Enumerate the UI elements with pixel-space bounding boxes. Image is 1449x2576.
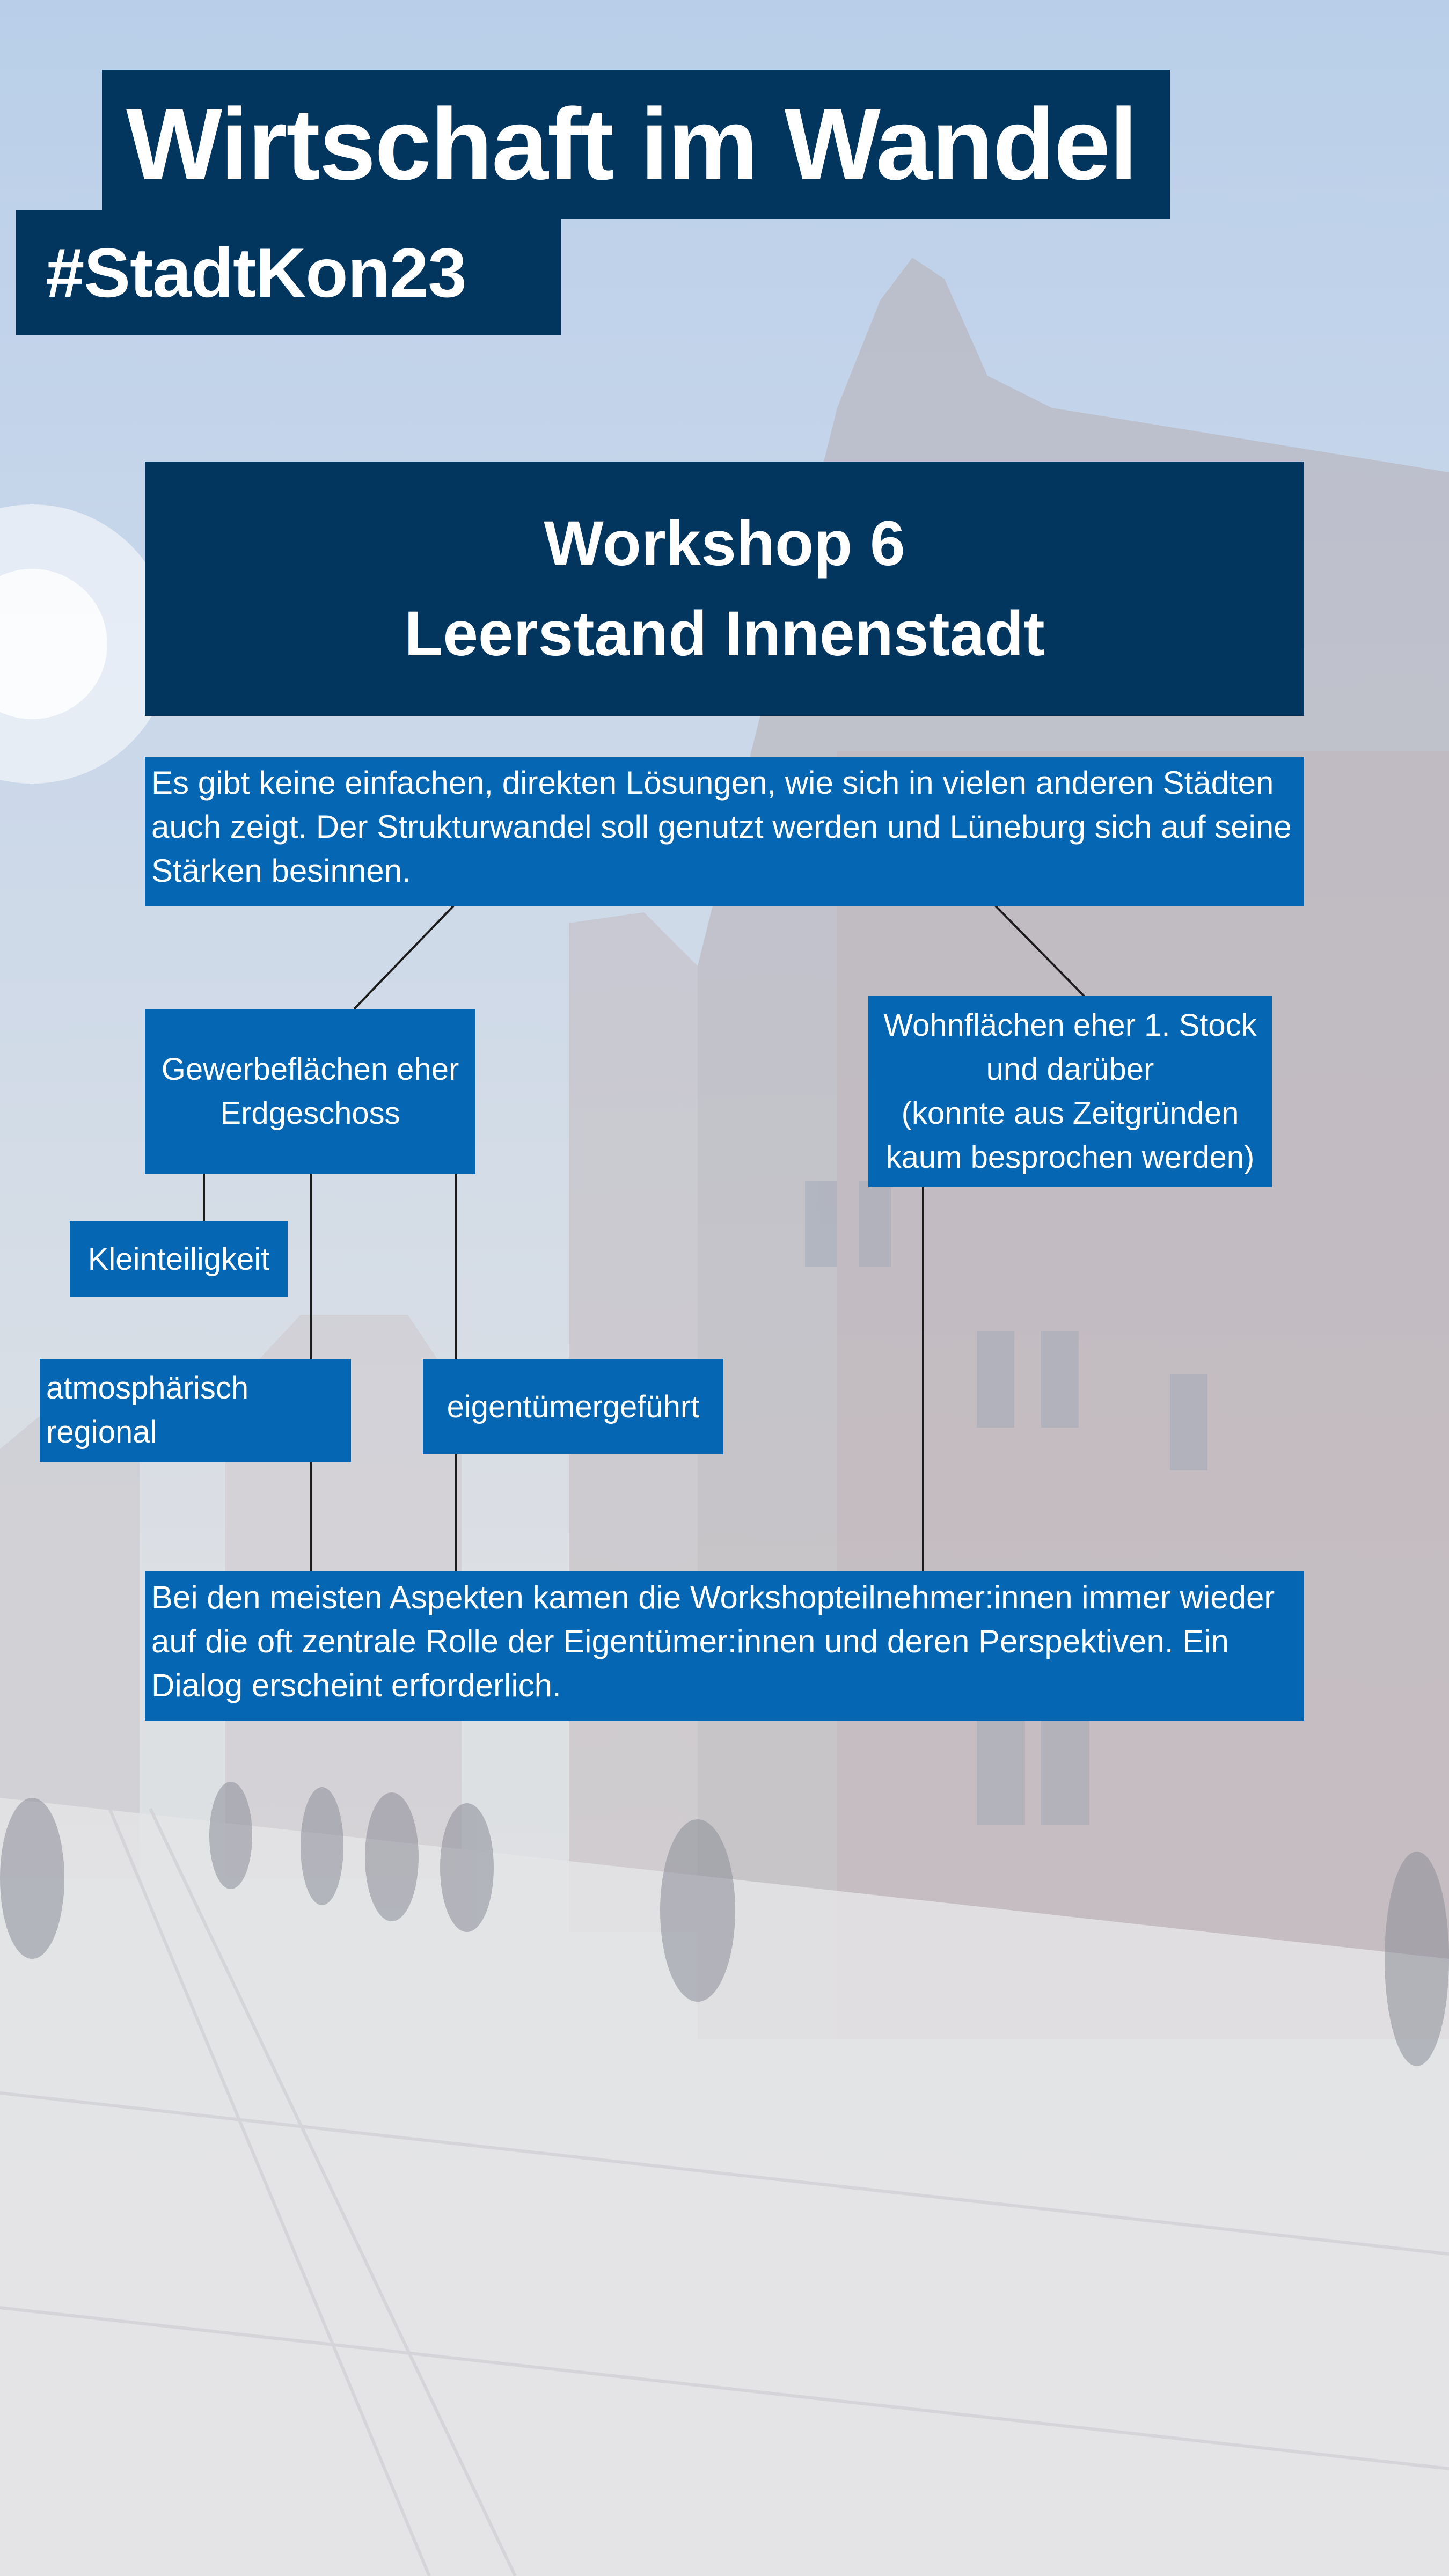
workshop-heading-box	[145, 462, 1304, 716]
hashtag-label: #StadtKon23	[46, 233, 466, 312]
conclusion-box	[145, 1571, 1304, 1721]
hashtag-banner	[16, 210, 561, 335]
residential-space-node	[868, 996, 1272, 1187]
conclusion-text: Bei den meisten Aspekten kamen die Workshopteilnehmer:innen immer wieder auf die oft zentrale Rolle der Eigentümer:innen und deren Perspektiven. Ein Dialog erscheint erforderlich.	[151, 1579, 1275, 1703]
residential-line-4: kaum besprochen werden)	[885, 1140, 1255, 1175]
atmospheric-regional-node	[40, 1359, 351, 1462]
residential-line-2: und darüber	[986, 1052, 1154, 1087]
small-scale-text: Kleinteiligkeit	[87, 1241, 270, 1277]
summary-text: Es gibt keine einfachen, direkten Lösungen, wie sich in vielen anderen Städten auch zeigt. Der Strukturwandel soll genutzt werden und Lüneburg sich auf seine Stärken besinnen.	[151, 765, 1292, 889]
atmospheric-regional-text: atmosphärisch regional	[46, 1371, 249, 1450]
small-scale-node	[70, 1221, 288, 1297]
owner-managed-node	[423, 1359, 723, 1454]
summary-box	[145, 757, 1304, 906]
residential-line-1: Wohnflächen eher 1. Stock	[883, 1008, 1257, 1043]
commercial-space-node	[145, 1009, 475, 1174]
commercial-space-text: Gewerbeflächen eher Erdgeschoss	[161, 1052, 459, 1131]
workshop-topic: Leerstand Innenstadt	[404, 598, 1045, 669]
residential-space-text	[883, 1004, 1256, 1180]
owner-managed-text: eigentümergeführt	[447, 1389, 700, 1424]
main-title-banner	[102, 70, 1170, 219]
workshop-number: Workshop 6	[544, 508, 905, 579]
main-title: Wirtschaft im Wandel	[126, 87, 1137, 201]
residential-line-3: (konnte aus Zeitgründen	[901, 1096, 1239, 1131]
